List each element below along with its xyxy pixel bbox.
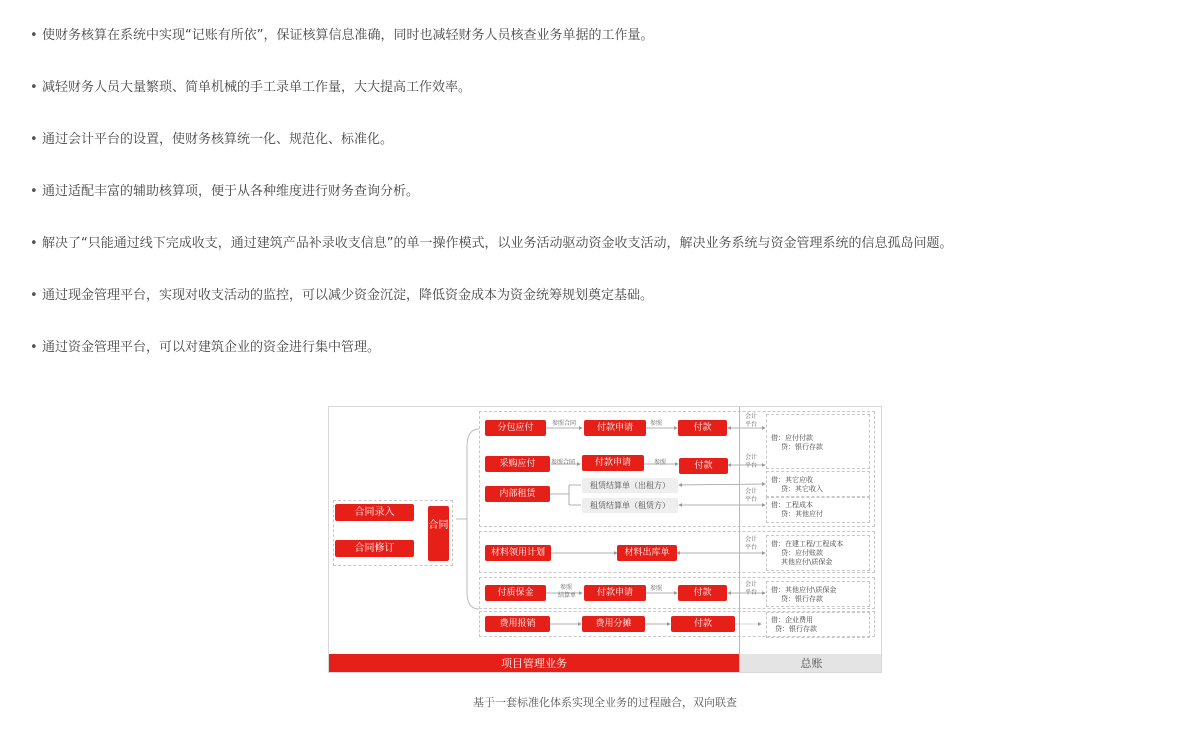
ref-contract-label: 参照合同 xyxy=(551,459,576,466)
platform-label: 会计 xyxy=(745,454,758,461)
ref-label: 参照 xyxy=(650,420,663,427)
ref-label: 参照 xyxy=(650,585,663,592)
platform-label: 平台 xyxy=(745,589,758,596)
contract-entry-box: 合同录入 xyxy=(335,504,414,521)
payment-box: 付款 xyxy=(671,616,735,632)
ledger-box xyxy=(766,535,870,571)
platform-label: 会计 xyxy=(745,488,758,495)
benefit-list xyxy=(30,22,1180,386)
platform-label: 平台 xyxy=(745,544,758,551)
payment-box: 付款 xyxy=(678,420,727,436)
payment-box: 付款 xyxy=(679,458,728,474)
ledger-credit: 贷：其它收入 xyxy=(781,485,823,493)
ref-label: 参照 xyxy=(560,584,573,591)
settlement-label: 结算单 xyxy=(558,592,577,599)
ledger-box xyxy=(766,581,870,607)
ledger-debit: 借：在建工程/工程成本 xyxy=(771,540,844,548)
list-item: • 通过现金管理平台，实现对收支活动的监控，可以减少资金沉淀，降低资金成本为资金统筹规划奠定基础。 xyxy=(30,282,1180,334)
ledger-credit: 贷：银行存款 xyxy=(781,595,823,603)
payment-box: 付款 xyxy=(678,585,727,601)
ledger-debit: 借：应付付款 xyxy=(771,434,813,442)
general-ledger-bar: 总账 xyxy=(739,654,882,673)
ref-label: 参照 xyxy=(654,459,667,466)
lease-in-box: 租赁结算单（租赁方） xyxy=(582,498,678,513)
ledger-credit: 贷：银行存款 xyxy=(775,625,817,633)
ledger-debit: 借：其它应收 xyxy=(771,476,813,484)
section-divider xyxy=(739,407,740,654)
ledger-credit: 贷：其他应付 xyxy=(781,510,823,518)
ref-contract-label: 参照合同 xyxy=(552,420,577,427)
ledger-box xyxy=(766,471,870,497)
payment-request-box: 付款申请 xyxy=(584,420,646,436)
platform-label: 平台 xyxy=(745,421,758,428)
internal-lease-box: 内部租赁 xyxy=(485,486,550,502)
ledger-debit: 借：企业费用 xyxy=(771,616,813,624)
list-item: • 使财务核算在系统中实现“记账有所依”，保证核算信息准确，同时也减轻财务人员核查业务单据的工作量。 xyxy=(30,22,1180,74)
ledger-debit: 借：工程成本 xyxy=(771,501,813,509)
project-business-bar: 项目管理业务 xyxy=(329,654,739,673)
contract-modify-box: 合同修订 xyxy=(335,540,414,557)
platform-label: 会计 xyxy=(745,413,758,420)
material-plan-box: 材料领用计划 xyxy=(485,545,551,561)
ledger-credit: 贷：银行存款 xyxy=(781,443,823,451)
expense-allocation-box: 费用分摊 xyxy=(582,616,645,632)
process-diagram xyxy=(328,406,882,673)
platform-label: 会计 xyxy=(745,581,758,588)
expense-claim-box: 费用报销 xyxy=(485,616,550,632)
platform-label: 平台 xyxy=(745,462,758,469)
list-item: • 减轻财务人员大量繁琐、简单机械的手工录单工作量，大大提高工作效率。 xyxy=(30,74,1180,126)
subcontract-box: 分包应付 xyxy=(485,420,546,436)
list-item: • 通过资金管理平台，可以对建筑企业的资金进行集中管理。 xyxy=(30,334,1180,386)
ledger-debit: 借：其他应付\质保金 xyxy=(771,586,837,594)
list-item: • 通过会计平台的设置，使财务核算统一化、规范化、标准化。 xyxy=(30,126,1180,178)
list-item: • 通过适配丰富的辅助核算项，便于从各种维度进行财务查询分析。 xyxy=(30,178,1180,230)
quality-deposit-box: 付质保金 xyxy=(485,585,546,601)
ledger-box xyxy=(766,497,870,523)
payment-request-box: 付款申请 xyxy=(582,455,644,471)
platform-label: 平台 xyxy=(745,496,758,503)
diagram-caption: 基于一套标准化体系实现全业务的过程融合，双向联查 xyxy=(473,696,737,709)
ledger-credit: 贷：应付账款 xyxy=(781,549,823,557)
material-out-box: 材料出库单 xyxy=(617,545,677,561)
procurement-box: 采购应付 xyxy=(485,456,550,472)
contract-box: 合同 xyxy=(428,506,449,561)
list-item: • 解决了“只能通过线下完成收支，通过建筑产品补录收支信息”的单一操作模式，以业务活动驱动资金收支活动，解决业务系统与资金管理系统的信息孤岛问题。 xyxy=(30,230,1180,282)
payment-request-box: 付款申请 xyxy=(584,585,646,601)
platform-label: 会计 xyxy=(745,536,758,543)
lease-out-box: 租赁结算单（出租方） xyxy=(582,478,678,493)
ledger-box xyxy=(766,612,870,638)
ledger-box xyxy=(766,414,870,469)
ledger-credit: 其他应付\质保金 xyxy=(781,558,833,566)
